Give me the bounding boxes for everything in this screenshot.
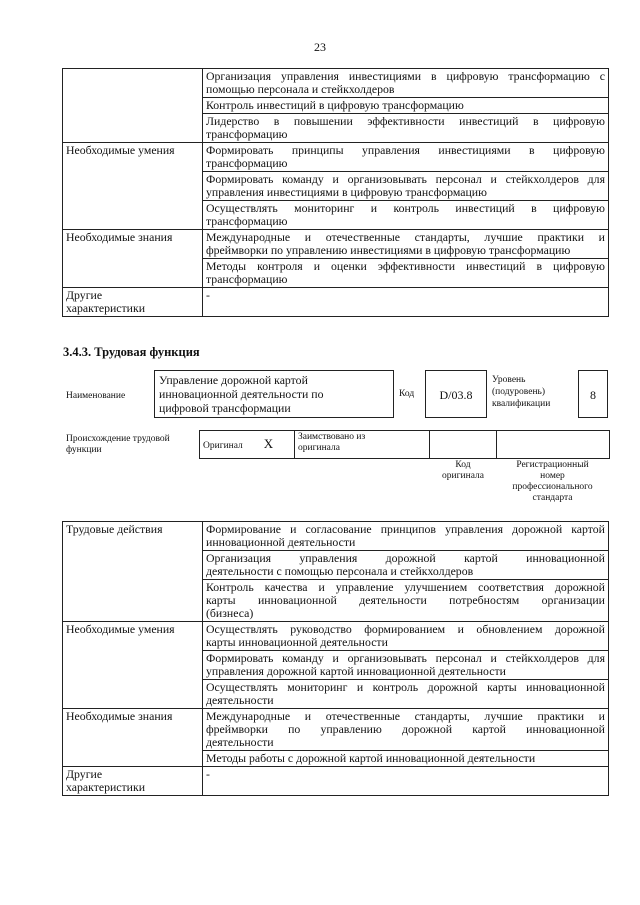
row-text: Международные и отечественные стандарты, лучшие практики и фреймворки по управлению инвестициями в цифровую трансформацию <box>203 230 609 259</box>
section-title: 3.4.3. Трудовая функция <box>63 345 200 359</box>
row-label: Необходимые умения <box>63 143 203 230</box>
level-label: Уровень (подуровень) квалификации <box>492 375 551 409</box>
row-label: Другие характеристики <box>63 767 203 796</box>
row-text: Формировать команду и организовывать персонал и стейкхолдеров для управления инвестициями в цифровую трансформацию <box>203 172 609 201</box>
row-text: Организация управления инвестициями в цифровую трансформацию с помощью персонала и стейкхолдеров <box>203 69 609 98</box>
row-text: Организация управления дорожной картой инновационной деятельности с помощью персонала и стейкхолдеров <box>203 551 609 580</box>
code-value: D/03.8 <box>425 370 487 418</box>
row-label <box>63 69 203 143</box>
code-original-caption: Код оригинала <box>442 460 484 481</box>
row-text: Контроль качества и управление улучшением соответствия дорожной карты инновационной деятельности потребностям организации (бизнеса) <box>203 580 609 622</box>
row-text: Осуществлять руководство формированием и обновлением дорожной карты инновационной деятельности <box>203 622 609 651</box>
origin-label: Происхождение трудовой функции <box>66 434 170 455</box>
row-text: Международные и отечественные стандарты, лучшие практики и фреймворки по управлению дорожной картой инновационной деятельности <box>203 709 609 751</box>
requirements-table-1 <box>62 68 609 317</box>
borrowed-cell: Заимствовано из оригинала <box>295 431 430 459</box>
table-row <box>63 143 609 172</box>
table-row <box>63 288 609 317</box>
reg-number-cell <box>497 431 610 459</box>
page-number: 23 <box>314 40 326 54</box>
table-row <box>63 622 609 651</box>
table-row <box>63 709 609 751</box>
row-text: Методы контроля и оценки эффективности инвестиций в цифровую трансформацию <box>203 259 609 288</box>
table-row <box>63 230 609 259</box>
row-text: - <box>203 767 609 796</box>
function-name-box: Управление дорожной картой инновационной деятельности по цифровой трансформации <box>154 370 394 418</box>
row-label: Необходимые знания <box>63 230 203 288</box>
row-label: Необходимые знания <box>63 709 203 767</box>
row-label: Другие характеристики <box>63 288 203 317</box>
reg-number-caption: Регистрационный номер профессионального стандарта <box>512 460 593 503</box>
original-mark: X <box>263 436 274 451</box>
row-text: Формировать команду и организовывать персонал и стейкхолдеров для управления дорожной картой инновационной деятельности <box>203 651 609 680</box>
original-cell: Оригинал X <box>200 431 295 459</box>
code-label: Код <box>399 389 415 399</box>
row-text: - <box>203 288 609 317</box>
requirements-table-2 <box>62 521 609 796</box>
row-text: Формировать принципы управления инвестициями в цифровую трансформацию <box>203 143 609 172</box>
row-label: Трудовые действия <box>63 522 203 622</box>
level-value: 8 <box>578 370 608 418</box>
row-text: Лидерство в повышении эффективности инвестиций в цифровую трансформацию <box>203 114 609 143</box>
row-text: Формирование и согласование принципов управления дорожной картой инновационной деятельности <box>203 522 609 551</box>
row-text: Методы работы с дорожной картой инновационной деятельности <box>203 751 609 767</box>
table-row <box>63 69 609 98</box>
row-label: Необходимые умения <box>63 622 203 709</box>
code-original-cell <box>430 431 497 459</box>
row-text: Контроль инвестиций в цифровую трансформацию <box>203 98 609 114</box>
row-text: Осуществлять мониторинг и контроль инвестиций в цифровую трансформацию <box>203 201 609 230</box>
origin-table <box>199 430 610 459</box>
name-label: Наименование <box>66 391 126 401</box>
table-row <box>63 522 609 551</box>
row-text: Осуществлять мониторинг и контроль дорожной карты инновационной деятельности <box>203 680 609 709</box>
table-row <box>63 767 609 796</box>
